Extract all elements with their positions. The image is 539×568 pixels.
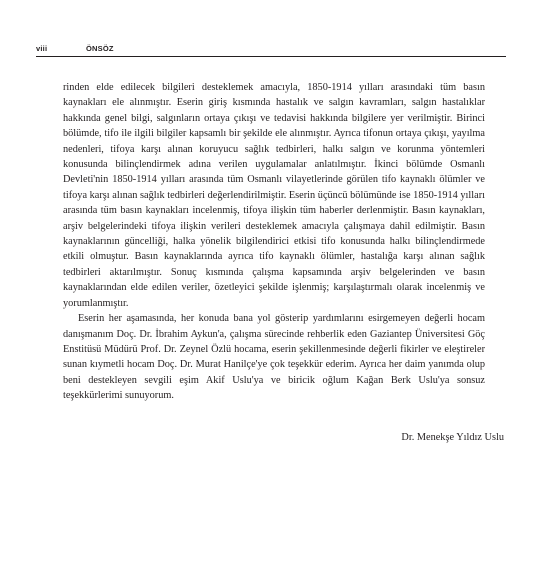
author-signature: Dr. Menekşe Yıldız Uslu [401,432,504,443]
header-rule [36,56,506,57]
paragraph-continuation: rinden elde edilecek bilgileri desteklemek amacıyla, 1850-1914 yılları arasındaki tüm basın kaynakları ele alınmıştır. Eserin giriş kısmında hastalık ve salgın kavramları, salgın hastalıklar hakkında genel bilgi, salgınların ortaya çıkışı ve tedavisi hakkında bilgilere yer verilmiştir. Birinci bölümde, tifo ile ilgili bilgiler kapsamlı bir şekilde ele alınmıştır. Ayrıca tifonun ortaya çıkışı, yayılma nedenleri, tifoya karşı alınan koruyucu sağlık tedbirleri, halkı salgın ve korunma yöntemleri konusunda bilinçlendirmek adına verilen uygulamalar anlatılmıştır. İkinci bölümde Osmanlı Devleti'nin 1850-1914 yılları arasında tüm Osmanlı vilayetlerinde görülen tifo kaynaklı ölümler ve tifoya karşı alınan sağlık tedbirleri değerlendirilmiştir. Eserin üçüncü bölümünde ise 1850-1914 yılları arasında tüm basın kaynakları incelenmiş, tifoya ilişkin tüm haberler derlenmiştir. Basın kaynakları, arşiv belgelerindeki tifoya ilişkin verileri desteklemek amacıyla çalışmaya dahil edilmiştir. Basın kaynaklarının güncelliği, halka yönelik bilgilendirici etkisi tifo konusunda halkı bilinçlendirmede etkili olmuştur. Basın kaynaklarında ayrıca tifo kaynaklı ölümler, hastalığa karşı alınan sağlık tedbirleri aktarılmıştır. Sonuç kısmında çalışma kapsamında arşiv belgelerinden ve basın kaynaklarından elde edilen veriler, özetleyici şekilde işlenmiş; karşılaştırmalı olarak incelenmiş ve yorumlanmıştır. [63,82,485,309]
paragraph-acknowledgements: Eserin her aşamasında, her konuda bana yol gösterip yardımlarını esirgemeyen değerli hocam danışmanım Doç. Dr. İbrahim Aykun'a, çalışma sürecinde rehberlik eden Gaziantep Üniversitesi Göç Enstitüsü Müdürü Prof. Dr. Zeynel Özlü hocama, eserin şekillenmesinde değerli fikirler ve eleştireler sunan kıymetli hocam Doç. Dr. Murat Hanilçe'ye çok teşekkür ederim. Ayrıca her daim yanımda olup beni destekleyen sevgili eşim Akif Uslu'ya ve biricik oğlum Kağan Berk Uslu'ya sonsuz teşekkürlerimi sunuyorum. [63,313,485,402]
page-number: viii [36,44,48,53]
section-title: ÖNSÖZ [86,44,114,53]
running-header [36,40,506,56]
body-text [63,80,485,404]
